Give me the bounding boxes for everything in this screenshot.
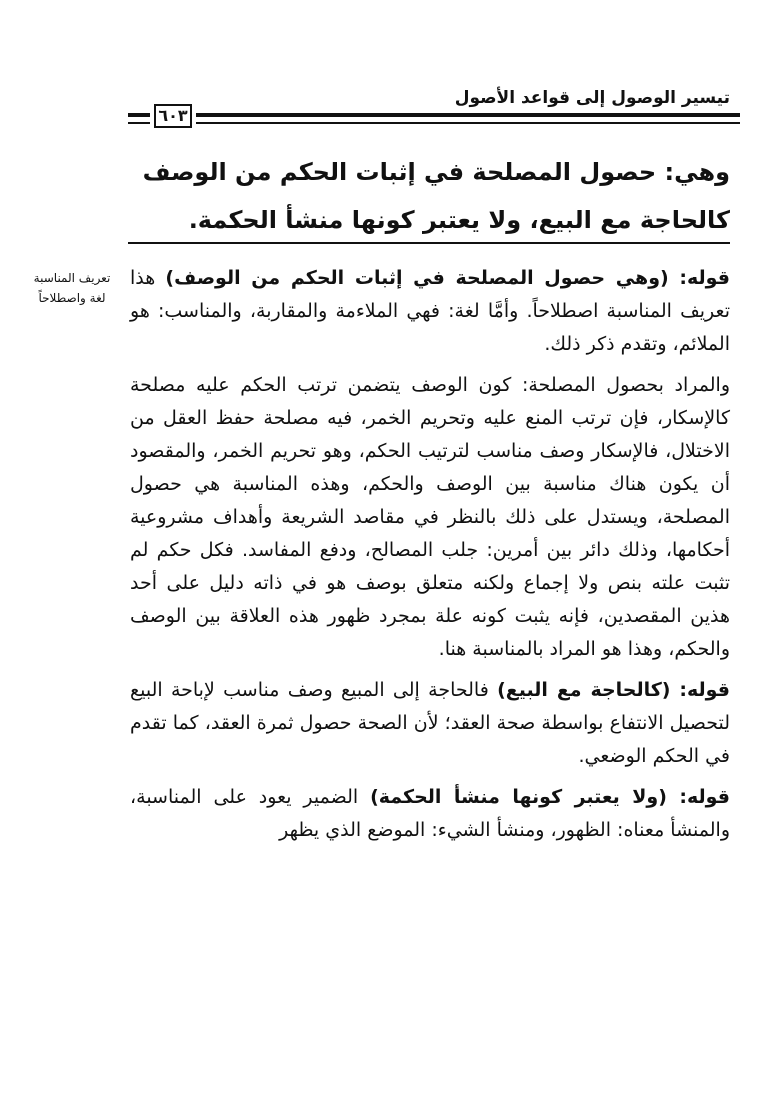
paragraph-body: الضمير يعود على المناسبة، والمنشأ معناه: الظهور، ومنشأ الشيء: الموضع الذي يظهر (130, 786, 730, 841)
header-rule-thick (196, 113, 740, 117)
header-rule-left-thick (128, 113, 150, 117)
matn-text (130, 148, 730, 244)
page-number: ٦٠٣ (154, 104, 192, 128)
margin-note-line-2: لغة واصطلاحاً (38, 291, 106, 305)
matn-divider (128, 242, 730, 244)
qawluh-label: قوله: (668, 267, 730, 289)
commentary-paragraph-3 (130, 674, 730, 773)
commentary-paragraph-4 (130, 781, 730, 847)
quoted-matn: (كالحاجة مع البيع) (497, 679, 671, 701)
matn-line-1: وهي: حصول المصلحة في إثبات الحكم من الوصف (142, 158, 730, 186)
quoted-matn: (ولا يعتبر كونها منشأ الحكمة) (370, 786, 667, 808)
commentary (130, 262, 730, 855)
commentary-paragraph-2: والمراد بحصول المصلحة: كون الوصف يتضمن ترتب الحكم عليه مصلحة كالإسكار، فإن ترتب المنع عليه وتحريم الخمر، فيه مصلحة حفظ العقل من الاختلال، فالإسكار وصف مناسب لترتيب الحكم، وهو تحريم الخمر، والمقصود أن يكون هناك مناسبة بين الوصف والحكم، وهذه المناسبة هي حصول المصلحة، ويستدل على ذلك بالنظر في مقاصد الشريعة وأهداف مشروعية أحكامها، وذلك دائر بين أمرين: جلب المصالح، ودفع المفاسد. فكل حكم لم تثبت علته بنص ولا إجماع ولكنه متعلق بوصف هو في ذاته دليل على أحد هذين المقصدين، فإنه يثبت كونه علة بمجرد ظهور هذه العلاقة بين الوصف والحكم، وهذا هو المراد بالمناسبة هنا. (130, 374, 730, 660)
commentary-paragraph-1 (130, 262, 730, 361)
paragraph-body: فالحاجة إلى المبيع وصف مناسب لإباحة البيع لتحصيل الانتفاع بواسطة صحة العقد؛ لأن الصحة حصول ثمرة العقد، كما تقدم في الحكم الوضعي. (130, 679, 730, 767)
header-rule-left-thin (128, 122, 150, 124)
header-rule-thin (196, 122, 740, 124)
qawluh-label: قوله: (670, 679, 730, 701)
margin-note (22, 268, 122, 308)
margin-note-line-1: تعريف المناسبة (33, 271, 111, 285)
paragraph-body: هذا تعريف المناسبة اصطلاحاً. وأمَّا لغة: فهي الملاءمة والمقاربة، والمناسب: هو الملائم، وتقدم ذكر ذلك. (130, 267, 730, 355)
qawluh-label: قوله: (666, 786, 730, 808)
matn-line-2: كالحاجة مع البيع، ولا يعتبر كونها منشأ الحكمة. (188, 206, 730, 234)
quoted-matn: (وهي حصول المصلحة في إثبات الحكم من الوصف) (165, 267, 669, 289)
running-header-title: تيسير الوصول إلى قواعد الأصول (454, 88, 730, 108)
